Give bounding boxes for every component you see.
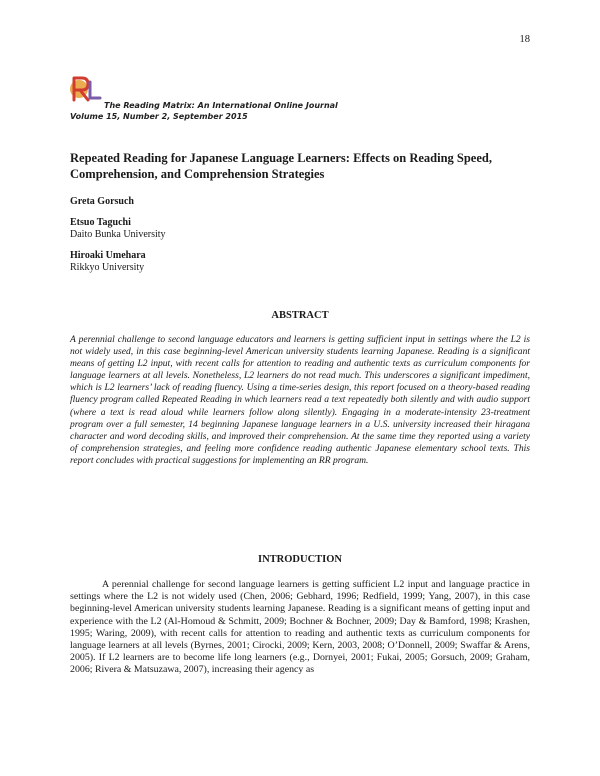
author-entry [70,196,166,209]
abstract-heading: ABSTRACT [271,310,329,321]
author-name: Greta Gorsuch [70,196,134,207]
author-affiliation: Daito Bunka University [70,229,166,240]
introduction-text: A perennial challenge for second language learners is getting sufficient L2 input and language practice in settings where the L2 is not widely used (Chen, 2006; Gebhard, 1996; Redfield, 1999; Yang, 2007), in this case beginning-level American university students learning Japanese. Reading is a significant means of getting input and experience with the L2 (Al-Homoud & Schmitt, 2009; Bochner & Bochner, 2009; Day & Bamford, 1998; Krashen, 1995; Waring, 2009), with recent calls for attention to reading and authentic texts as curriculum components for language learners at all levels (Byrnes, 2001; Cirocki, 2009; Kern, 2003, 2008; O’Donnell, 2009; Swaffar & Arens, 2005). If L2 learners are to become life long learners (e.g., Dornyei, 2001; Fukai, 2005; Gorsuch, 2009; Graham, 2006; Rivera & Matsuzawa, 2007), increasing their agency as [70,579,530,676]
journal-issue: Volume 15, Number 2, September 2015 [70,112,248,121]
author-name: Hiroaki Umehara [70,249,146,261]
article-title: Repeated Reading for Japanese Language Learners: Effects on Reading Speed, Comprehension, and Comprehension Strategies [70,151,492,181]
journal-header [70,100,338,122]
abstract-text: A perennial challenge to second language educators and learners is getting sufficient input in settings where the L2 is not widely used, in this case beginning-level American university students learning Japanese. Reading is a significant means of getting L2 input, with recent calls for attention to reading and authentic texts as curriculum components for language learners at all levels. Nonetheless, L2 learners do not read much. This underscores a significant impediment, which is L2 learners’ lack of reading fluency. Using a time-series design, this report focused on a theory-based reading fluency program called Repeated Reading in which learners read a text repeatedly both silently and with audio support (where a text is read aloud while learners follow along silently). Engaging in a moderate-intensity 23-treatment program over a full semester, 14 beginning Japanese language learners in a U.S. university increased their hiragana character and word decoding skills, and improved their comprehension. At the same time they reported using a variety of comprehension strategies, and feeling more confidence reading authentic Japanese elementary school texts. This report concludes with practical suggestions for implementing an RR program. [70,334,530,466]
author-affiliation: Rikkyo University [70,262,145,273]
author-name: Etsuo Taguchi [70,216,131,228]
page-number: 18 [519,34,530,45]
introduction-heading: INTRODUCTION [257,554,342,565]
author-entry [70,217,166,242]
journal-name: The Reading Matrix: An International Online Journal [104,101,338,110]
author-entry [70,250,166,275]
author-list [70,196,166,283]
